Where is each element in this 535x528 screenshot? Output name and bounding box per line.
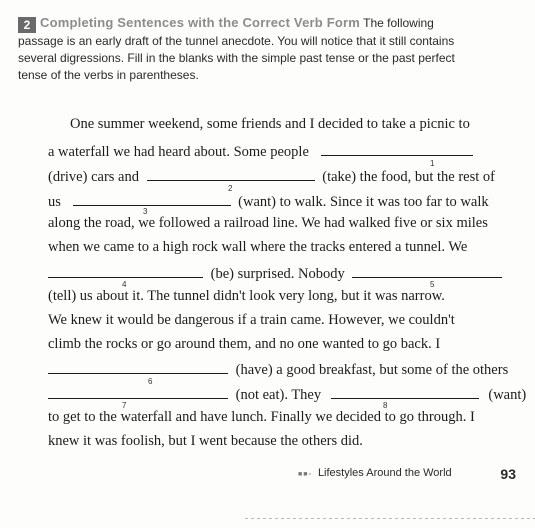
instructions-text: The following [363, 16, 434, 30]
passage-line: along the road, we followed a railroad line. We had walked five or six miles [48, 215, 488, 231]
passage-line: knew it was foolish, but I went because the others did. [48, 433, 363, 449]
blank-number: 6 [148, 377, 153, 386]
blank-6[interactable] [48, 360, 228, 374]
passage-line: (drive) cars and (take) the food, but the rest of [48, 169, 495, 185]
passage-line: when we came to a high rock wall where the tracks entered a tunnel. We [48, 239, 468, 255]
blank-5[interactable] [352, 264, 502, 278]
blank-3[interactable] [73, 192, 231, 206]
blank-number: 2 [228, 184, 233, 193]
bottom-dotted-rule [245, 518, 535, 519]
blank-number: 1 [430, 159, 435, 168]
blank-1[interactable] [321, 142, 473, 156]
passage-line: (be) surprised. Nobody [48, 264, 512, 284]
passage-line: We knew it would be dangerous if a train came. However, we couldn't [48, 312, 455, 328]
instructions-text: tense of the verbs in parentheses. [18, 68, 199, 82]
passage-line: (have) a good breakfast, but some of the others [48, 360, 512, 380]
blank-7[interactable] [48, 385, 228, 399]
footer-chapter-label: Lifestyles Around the World [317, 467, 452, 479]
blank-number: 4 [122, 280, 127, 289]
passage-line: climb the rocks or go around them, and no one wanted to go back. I [48, 336, 441, 352]
blank-4[interactable] [48, 264, 203, 278]
footer-ornament-icon: ■■▫ [298, 471, 312, 478]
passage-line: One summer weekend, some friends and I decided to take a picnic to [70, 116, 470, 132]
instructions-block [18, 14, 498, 84]
blank-number: 5 [430, 280, 435, 289]
passage-line: us (want) to walk. Since it was too far to walk [48, 194, 489, 210]
passage-line: (tell) us about it. The tunnel didn't look very long, but it was narrow. [48, 288, 445, 304]
blank-2[interactable] [147, 167, 315, 181]
passage-line: (not eat). They (want) [48, 385, 512, 405]
instructions-text: several digressions. Fill in the blanks with the simple past tense or the past perfect [18, 51, 455, 65]
instructions-text: passage is an early draft of the tunnel anecdote. You will notice that it still contains [18, 34, 455, 48]
blank-number: 3 [143, 207, 148, 216]
page-number: 93 [500, 466, 516, 482]
section-number-badge: 2 [18, 17, 36, 33]
blank-number: 7 [122, 401, 127, 410]
page-footer [298, 466, 516, 482]
passage-line: to get to the waterfall and have lunch. Finally we decided to go through. I [48, 409, 475, 425]
passage-line: a waterfall we had heard about. Some people [48, 142, 512, 162]
blank-number: 8 [383, 401, 388, 410]
blank-8[interactable] [331, 385, 479, 399]
section-title: Completing Sentences with the Correct Verb Form [40, 15, 361, 30]
